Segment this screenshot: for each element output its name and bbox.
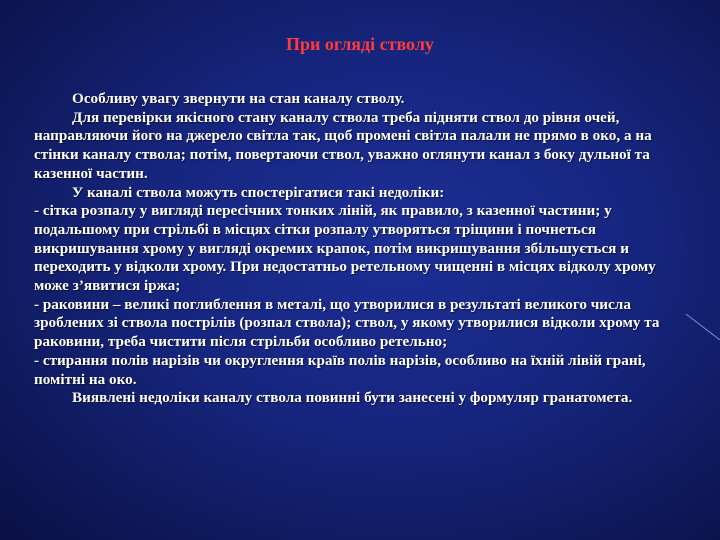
slide-body: [34, 90, 694, 408]
paragraph-conclusion: Виявлені недоліки каналу ствола повинні бути занесені у формуляр гранатомета.: [72, 389, 633, 407]
list-item-land-wear: - стирання полів нарізів чи округлення країв полів нарізів, особливо на їхній лівій грані, помітні на око.: [34, 351, 646, 388]
slide-title: При огляді стволу: [286, 34, 434, 54]
paragraph-defects-heading: У каналі ствола можуть спостерігатися такі недоліки:: [72, 183, 445, 201]
decorative-streak: [680, 300, 720, 340]
list-item-burn-grid: - сітка розпалу у вигляді пересічних тонких ліній, як правило, з казенної частини; у подальшому при стрільбі в місцях сітки розпалу утворяться тріщини і почнеться викришування хрому у вигляді окремих крапок, потім викришування збільшується и переходить у відколи хрому. При недостатньо ретельному чищенні в місцях відколу хрому може з’явитися іржа;: [34, 202, 656, 295]
list-item-pits: - раковини – великі поглиблення в металі, що утворилися в результаті великого числа зроблених зі ствола пострілів (розпал ствола); ствол, у якому утворилися відколи хрому та раковини, треба чистити після стрільби особливо ретельно;: [34, 295, 660, 351]
paragraph-procedure: Для перевірки якісного стану каналу ствола треба підняти ствол до рівня очей, направляючи його на джерело світла так, щоб промені світла палали не прямо в око, а на стінки каналу ствола; потім, повертаючи ствол, уважно оглянути канал з боку дульної та казенної частин.: [34, 108, 652, 182]
paragraph-intro: Особливу увагу звернути на стан каналу стволу.: [72, 90, 405, 107]
